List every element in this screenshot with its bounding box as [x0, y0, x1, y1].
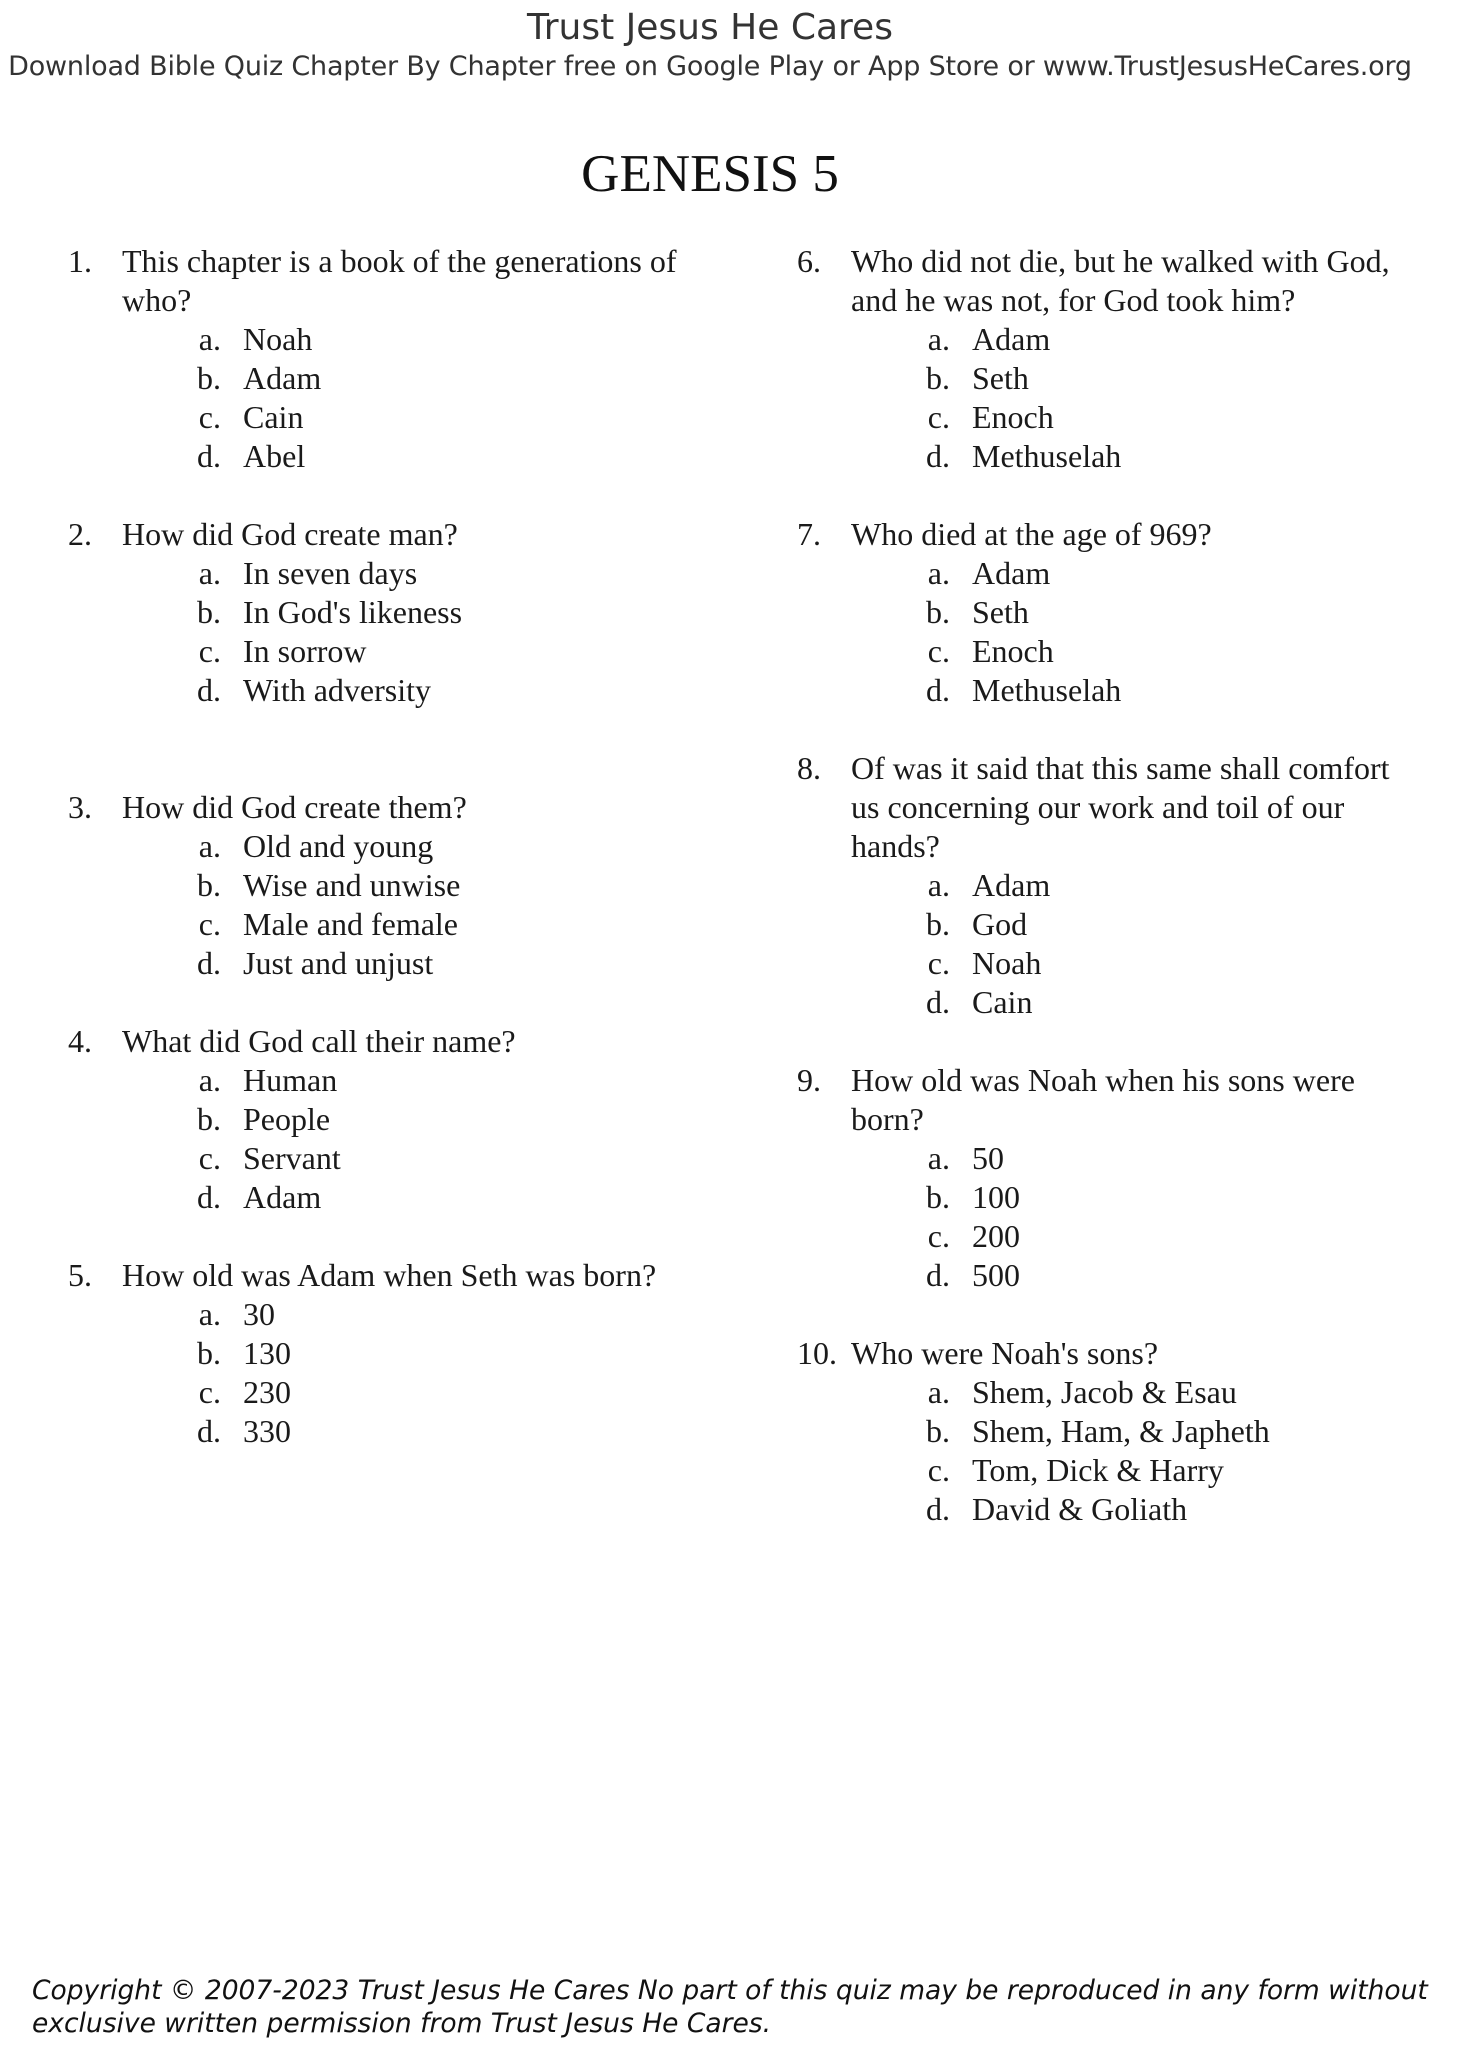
answer-options: [68, 1061, 688, 1217]
answer-options: [797, 866, 1417, 1022]
question-row: [797, 749, 1417, 866]
option-letter: b.: [926, 594, 950, 630]
option-text: Noah: [243, 321, 313, 357]
answer-options: [68, 554, 688, 710]
answer-option: [797, 1217, 1417, 1256]
answer-option: [797, 1451, 1417, 1490]
option-letter: c.: [927, 1218, 950, 1254]
answer-option: [797, 320, 1417, 359]
option-letter: a.: [198, 1296, 221, 1332]
option-letter: b.: [926, 1413, 950, 1449]
answer-option: [797, 632, 1417, 671]
option-text: 200: [972, 1218, 1020, 1254]
option-text: Adam: [243, 1179, 322, 1215]
question-number: 5.: [68, 1257, 92, 1293]
option-text: People: [243, 1101, 331, 1137]
option-text: Methuselah: [972, 672, 1122, 708]
option-text: Adam: [972, 321, 1051, 357]
question-row: [68, 1256, 688, 1295]
answer-options: [68, 320, 688, 476]
option-letter: d.: [926, 438, 950, 474]
option-letter: c.: [198, 633, 221, 669]
question-8: [797, 749, 1417, 1022]
question-text: Who died at the age of 969?: [851, 516, 1212, 552]
question-9: [797, 1061, 1417, 1295]
question-text: How did God create them?: [122, 789, 467, 825]
answer-option: [68, 359, 688, 398]
option-letter: d.: [926, 1257, 950, 1293]
option-text: Cain: [243, 399, 304, 435]
answer-option: [797, 1490, 1417, 1529]
answer-option: [797, 593, 1417, 632]
question-text: How old was Adam when Seth was born?: [122, 1257, 657, 1293]
option-text: Enoch: [972, 399, 1054, 435]
option-letter: c.: [198, 906, 221, 942]
answer-option: [68, 671, 688, 710]
page-title: GENESIS 5: [581, 145, 839, 203]
answer-option: [68, 593, 688, 632]
question-number: 3.: [68, 789, 92, 825]
question-text: This chapter is a book of the generations of who?: [122, 243, 677, 318]
option-letter: d.: [197, 1179, 221, 1215]
answer-option: [797, 554, 1417, 593]
answer-option: [68, 1334, 688, 1373]
question-number: 1.: [68, 243, 92, 279]
option-letter: b.: [926, 360, 950, 396]
option-letter: c.: [198, 1140, 221, 1176]
option-letter: a.: [198, 1062, 221, 1098]
site-title: Trust Jesus He Cares: [527, 7, 893, 48]
answer-option: [68, 827, 688, 866]
download-note: Download Bible Quiz Chapter By Chapter free on Google Play or App Store or www.TrustJesusHeCares.org: [8, 51, 1412, 82]
question-text: What did God call their name?: [122, 1023, 516, 1059]
question-text: How did God create man?: [122, 516, 458, 552]
option-text: In sorrow: [243, 633, 367, 669]
question-number: 4.: [68, 1023, 92, 1059]
answer-option: [797, 398, 1417, 437]
option-letter: b.: [926, 906, 950, 942]
question-10: [797, 1334, 1417, 1529]
option-text: Just and unjust: [243, 945, 434, 981]
option-letter: b.: [926, 1179, 950, 1215]
question-row: [797, 515, 1417, 554]
answer-option: [797, 866, 1417, 905]
option-text: Enoch: [972, 633, 1054, 669]
answer-option: [68, 1295, 688, 1334]
option-letter: d.: [926, 984, 950, 1020]
option-text: Servant: [243, 1140, 341, 1176]
option-text: Abel: [243, 438, 306, 474]
option-text: Wise and unwise: [243, 867, 461, 903]
answer-options: [797, 1373, 1417, 1529]
question-text: Of was it said that this same shall comfort us concerning our work and toil of our hands?: [851, 750, 1390, 864]
question-row: [68, 515, 688, 554]
option-text: Shem, Jacob & Esau: [972, 1374, 1237, 1410]
option-letter: c.: [927, 945, 950, 981]
option-letter: a.: [198, 828, 221, 864]
answer-option: [797, 1139, 1417, 1178]
option-text: Adam: [972, 867, 1051, 903]
answer-option: [797, 1412, 1417, 1451]
option-letter: d.: [197, 438, 221, 474]
option-text: God: [972, 906, 1028, 942]
answer-option: [797, 983, 1417, 1022]
option-letter: a.: [198, 555, 221, 591]
option-letter: b.: [197, 594, 221, 630]
answer-option: [797, 359, 1417, 398]
answer-options: [797, 554, 1417, 710]
question-number: 6.: [797, 243, 821, 279]
answer-option: [68, 1178, 688, 1217]
option-text: 330: [243, 1413, 291, 1449]
question-number: 8.: [797, 750, 821, 786]
option-text: In seven days: [243, 555, 418, 591]
option-text: 230: [243, 1374, 291, 1410]
option-letter: c.: [927, 1452, 950, 1488]
option-text: 500: [972, 1257, 1020, 1293]
option-text: Cain: [972, 984, 1033, 1020]
answer-option: [68, 1412, 688, 1451]
answer-option: [68, 905, 688, 944]
option-letter: a.: [927, 867, 950, 903]
question-column-left: [68, 242, 688, 1490]
option-letter: a.: [927, 555, 950, 591]
question-number: 7.: [797, 516, 821, 552]
option-letter: b.: [197, 1335, 221, 1371]
answer-option: [68, 944, 688, 983]
option-text: Male and female: [243, 906, 458, 942]
answer-option: [68, 554, 688, 593]
option-text: 50: [972, 1140, 1004, 1176]
option-text: Seth: [972, 594, 1029, 630]
option-text: 100: [972, 1179, 1020, 1215]
option-text: Old and young: [243, 828, 434, 864]
option-letter: c.: [198, 1374, 221, 1410]
answer-option: [797, 905, 1417, 944]
question-number: 2.: [68, 516, 92, 552]
question-row: [68, 242, 688, 320]
option-letter: a.: [927, 1140, 950, 1176]
option-text: Methuselah: [972, 438, 1122, 474]
question-row: [797, 1061, 1417, 1139]
answer-options: [68, 827, 688, 983]
option-text: Seth: [972, 360, 1029, 396]
option-letter: d.: [197, 1413, 221, 1449]
option-letter: d.: [926, 1491, 950, 1527]
option-text: Noah: [972, 945, 1042, 981]
question-4: [68, 1022, 688, 1217]
option-text: Adam: [243, 360, 322, 396]
answer-option: [797, 437, 1417, 476]
option-letter: b.: [197, 360, 221, 396]
question-column-right: [797, 242, 1417, 1568]
option-text: 30: [243, 1296, 275, 1332]
answer-option: [68, 1061, 688, 1100]
answer-option: [68, 1100, 688, 1139]
option-letter: d.: [197, 945, 221, 981]
question-number: 10.: [797, 1335, 837, 1371]
option-text: In God's likeness: [243, 594, 463, 630]
option-text: Tom, Dick & Harry: [972, 1452, 1224, 1488]
answer-option: [797, 1256, 1417, 1295]
question-1: [68, 242, 688, 476]
answer-option: [68, 1373, 688, 1412]
question-row: [68, 1022, 688, 1061]
option-letter: a.: [927, 1374, 950, 1410]
option-letter: a.: [198, 321, 221, 357]
option-letter: c.: [927, 399, 950, 435]
option-text: David & Goliath: [972, 1491, 1188, 1527]
answer-option: [68, 320, 688, 359]
question-text: How old was Noah when his sons were born?: [851, 1062, 1355, 1137]
question-number: 9.: [797, 1062, 821, 1098]
question-row: [68, 788, 688, 827]
answer-option: [68, 398, 688, 437]
answer-options: [797, 1139, 1417, 1295]
option-letter: b.: [197, 1101, 221, 1137]
answer-options: [68, 1295, 688, 1451]
option-text: 130: [243, 1335, 291, 1371]
question-row: [797, 1334, 1417, 1373]
question-3: [68, 788, 688, 983]
question-text: Who were Noah's sons?: [851, 1335, 1159, 1371]
option-text: Shem, Ham, & Japheth: [972, 1413, 1270, 1449]
answer-option: [68, 437, 688, 476]
question-6: [797, 242, 1417, 476]
option-letter: d.: [926, 672, 950, 708]
question-5: [68, 1256, 688, 1451]
option-text: With adversity: [243, 672, 431, 708]
question-row: [797, 242, 1417, 320]
option-letter: b.: [197, 867, 221, 903]
answer-option: [68, 632, 688, 671]
option-text: Human: [243, 1062, 338, 1098]
answer-option: [68, 866, 688, 905]
answer-option: [797, 944, 1417, 983]
page-header: [0, 6, 1420, 84]
answer-option: [68, 1139, 688, 1178]
answer-option: [797, 1373, 1417, 1412]
option-letter: c.: [927, 633, 950, 669]
option-letter: d.: [197, 672, 221, 708]
option-letter: c.: [198, 399, 221, 435]
question-text: Who did not die, but he walked with God, and he was not, for God took him?: [851, 243, 1390, 318]
question-7: [797, 515, 1417, 710]
option-text: Adam: [972, 555, 1051, 591]
answer-options: [797, 320, 1417, 476]
option-letter: a.: [927, 321, 950, 357]
answer-option: [797, 671, 1417, 710]
question-2: [68, 515, 688, 710]
answer-option: [797, 1178, 1417, 1217]
copyright-notice: Copyright © 2007-2023 Trust Jesus He Cares No part of this quiz may be reproduced in any form without exclusive written permission from Trust Jesus He Cares.: [32, 1975, 1428, 2039]
